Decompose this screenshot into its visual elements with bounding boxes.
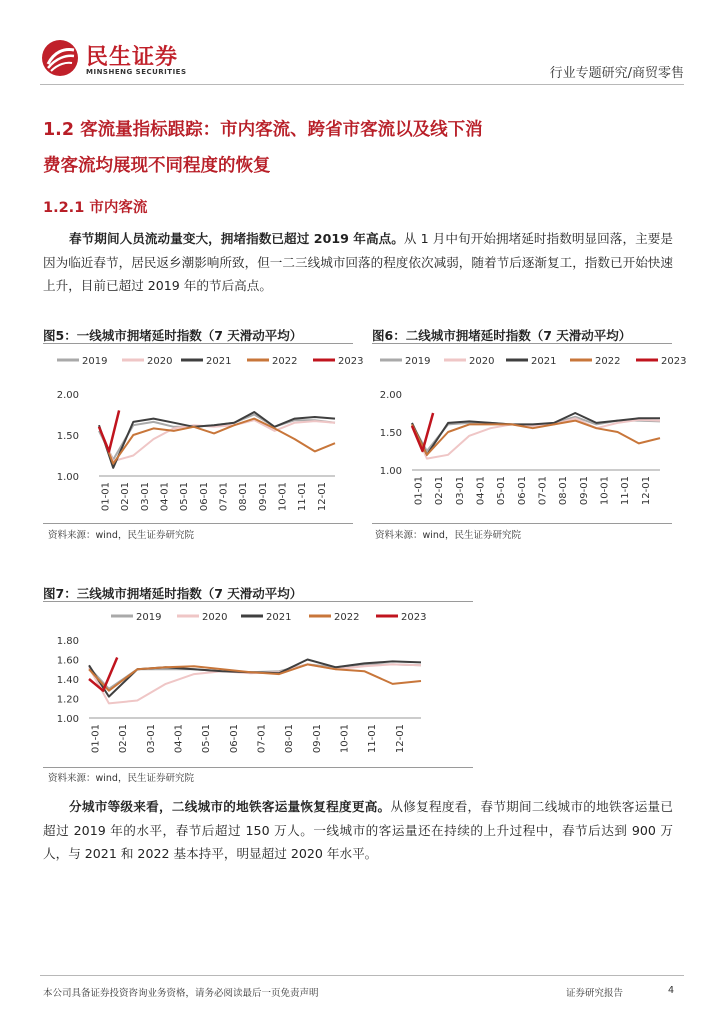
fig6-source: 资料来源：wind，民生证券研究院 xyxy=(375,530,521,541)
x-tick-label: 10-01 xyxy=(277,482,289,512)
legend-label-2019: 2019 xyxy=(136,612,162,623)
section-title-line1: 1.2 客流量指标跟踪：市内客流、跨省市客流以及线下消 xyxy=(43,120,483,140)
series-line-2023 xyxy=(99,410,119,451)
x-tick-label: 04-01 xyxy=(159,482,171,512)
y-tick-label: 1.00 xyxy=(56,472,79,483)
footer-report-type: 证券研究报告 xyxy=(566,988,624,999)
x-tick-label: 03-01 xyxy=(454,476,466,506)
x-tick-label: 04-01 xyxy=(475,476,487,506)
x-tick-label: 11-01 xyxy=(620,476,632,506)
x-tick-label: 04-01 xyxy=(173,724,185,754)
fig7-chart xyxy=(43,602,473,766)
legend-label-2020: 2020 xyxy=(202,612,228,623)
paragraph-2 xyxy=(43,795,673,866)
y-tick-label: 1.60 xyxy=(56,655,79,667)
x-tick-label: 03-01 xyxy=(145,724,157,754)
legend-label-2019: 2019 xyxy=(405,356,431,367)
x-tick-label: 10-01 xyxy=(339,724,351,754)
subsection-title: 1.2.1 市内客流 xyxy=(43,200,148,216)
x-tick-label: 01-01 xyxy=(413,476,425,506)
x-tick-label: 11-01 xyxy=(367,724,379,754)
y-tick-label: 1.20 xyxy=(56,694,79,706)
x-tick-label: 12-01 xyxy=(316,482,328,512)
fig7-source: 资料来源：wind，民生证券研究院 xyxy=(48,773,194,784)
paragraph-1-body: 从 1 月中旬开始拥堵延时指数明显回落，主要是因为临近春节，居民返乡潮影响所致，但一二三线城市回落的程度依次减弱，随着节后逐渐复工，指数已开始快速上升，目前已超过 2019 年的节后高点。 xyxy=(43,231,673,293)
footer-page-number: 4 xyxy=(668,985,675,996)
x-tick-label: 11-01 xyxy=(297,482,309,512)
logo-text-cn: 民生证券 xyxy=(86,45,179,70)
legend-label-2021: 2021 xyxy=(206,356,232,367)
x-tick-label: 05-01 xyxy=(496,476,508,506)
legend-label-2021: 2021 xyxy=(266,612,292,623)
fig5-title: 图5：一线城市拥堵延时指数（7 天滑动平均） xyxy=(43,328,303,343)
paragraph-1 xyxy=(43,227,673,298)
x-tick-label: 01-01 xyxy=(90,724,102,754)
x-tick-label: 05-01 xyxy=(179,482,191,512)
x-tick-label: 10-01 xyxy=(599,476,611,506)
paragraph-2-body: 从修复程度看，春节期间二线城市的地铁客运量已超过 2019 年的水平，春节后超过 150 万人。一线城市的客运量还在持续的上升过程中，春节后达到 900 万人，与 2021 和 2022 基本持平，明显超过 2020 年水平。 xyxy=(43,799,674,861)
x-tick-label: 05-01 xyxy=(201,724,213,754)
y-tick-label: 1.80 xyxy=(56,636,79,647)
x-tick-label: 02-01 xyxy=(434,476,446,506)
legend-label-2023: 2023 xyxy=(338,356,364,367)
legend-label-2021: 2021 xyxy=(531,356,557,367)
series-line-2020 xyxy=(99,420,335,461)
series-line-2022 xyxy=(89,664,421,690)
x-tick-label: 09-01 xyxy=(578,476,590,506)
y-tick-label: 1.50 xyxy=(56,431,79,442)
x-tick-label: 06-01 xyxy=(516,476,528,506)
y-tick-label: 1.00 xyxy=(56,714,79,725)
y-tick-label: 1.00 xyxy=(379,466,402,477)
x-tick-label: 03-01 xyxy=(139,482,151,512)
fig6-bottom-rule xyxy=(372,523,672,524)
header-divider xyxy=(40,84,684,85)
x-tick-label: 08-01 xyxy=(558,476,570,506)
report-category: 行业专题研究/商贸零售 xyxy=(549,66,684,81)
minsheng-logo-icon xyxy=(40,38,80,78)
x-tick-label: 09-01 xyxy=(257,482,269,512)
y-tick-label: 1.50 xyxy=(379,428,402,439)
legend-label-2023: 2023 xyxy=(661,356,687,367)
legend-label-2022: 2022 xyxy=(595,356,621,367)
x-tick-label: 02-01 xyxy=(120,482,132,512)
x-tick-label: 07-01 xyxy=(537,476,549,506)
footer-disclaimer: 本公司具备证券投资咨询业务资格，请务必阅读最后一页免责声明 xyxy=(43,988,319,999)
fig7-title: 图7：三线城市拥堵延时指数（7 天滑动平均） xyxy=(43,586,303,601)
section-title-line2: 费客流均展现不同程度的恢复 xyxy=(43,156,271,176)
fig5-bottom-rule xyxy=(43,523,353,524)
fig5-source: 资料来源：wind，民生证券研究院 xyxy=(48,530,194,541)
legend-label-2020: 2020 xyxy=(147,356,173,367)
x-tick-label: 01-01 xyxy=(100,482,112,512)
legend-label-2023: 2023 xyxy=(401,612,427,623)
fig6-chart xyxy=(372,344,687,522)
fig7-bottom-rule xyxy=(43,767,473,768)
paragraph-1-lead: 春节期间人员流动量变大，拥堵指数已超过 2019 年高点。 xyxy=(69,231,404,246)
fig5-chart xyxy=(43,344,364,522)
x-tick-label: 09-01 xyxy=(311,724,323,754)
paragraph-2-lead: 分城市等级来看，二线城市的地铁客运量恢复程度更高。 xyxy=(69,799,391,814)
x-tick-label: 02-01 xyxy=(118,724,130,754)
x-tick-label: 07-01 xyxy=(218,482,230,512)
footer-divider xyxy=(40,975,684,976)
logo-text-en: MINSHENG SECURITIES xyxy=(86,68,187,76)
x-tick-label: 07-01 xyxy=(256,724,268,754)
x-tick-label: 12-01 xyxy=(394,724,406,754)
legend-label-2022: 2022 xyxy=(334,612,360,623)
legend-label-2022: 2022 xyxy=(272,356,298,367)
x-tick-label: 08-01 xyxy=(238,482,250,512)
fig6-title: 图6：二线城市拥堵延时指数（7 天滑动平均） xyxy=(372,328,632,343)
series-line-2019 xyxy=(89,664,421,688)
y-tick-label: 2.00 xyxy=(56,390,79,401)
legend-label-2019: 2019 xyxy=(82,356,108,367)
x-tick-label: 08-01 xyxy=(284,724,296,754)
y-tick-label: 2.00 xyxy=(379,390,402,401)
x-tick-label: 12-01 xyxy=(640,476,652,506)
legend-label-2020: 2020 xyxy=(469,356,495,367)
x-tick-label: 06-01 xyxy=(198,482,210,512)
x-tick-label: 06-01 xyxy=(228,724,240,754)
y-tick-label: 1.40 xyxy=(56,675,79,686)
